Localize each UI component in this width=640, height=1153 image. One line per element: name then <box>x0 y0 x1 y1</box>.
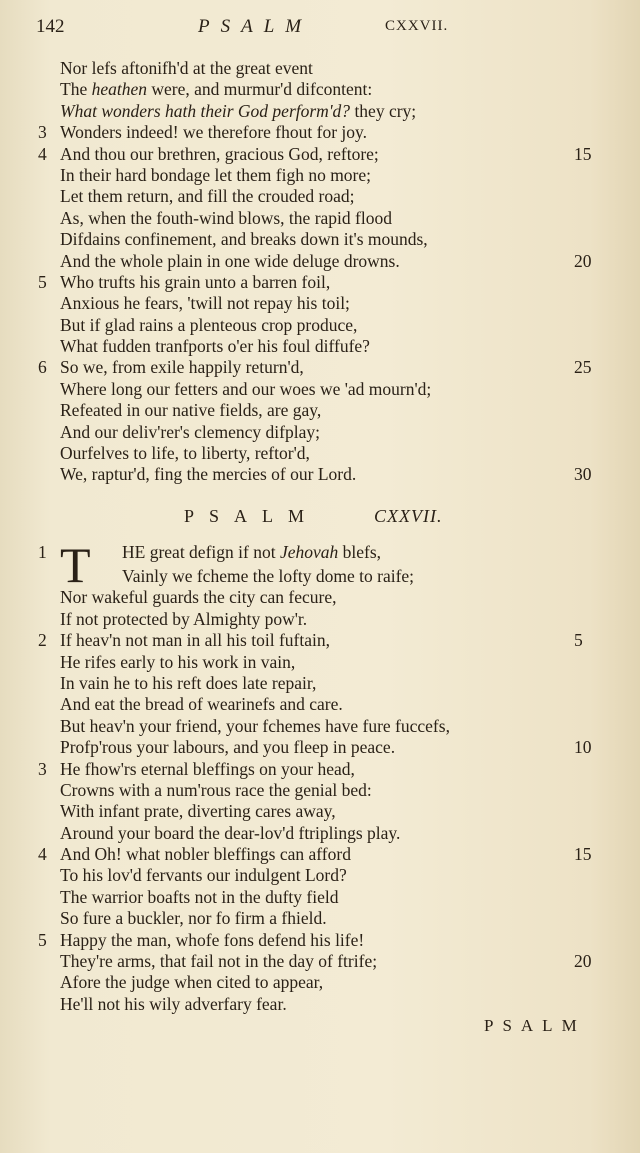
verse-line <box>0 844 640 865</box>
verse-text: Happy the man, whofe fons defend his life! <box>60 929 365 950</box>
verse-text: He fhow'rs eternal bleffings on your head, <box>60 758 355 779</box>
line-number: 30 <box>574 464 592 485</box>
verse-text: We, raptur'd, fing the mercies of our Lord. <box>60 464 357 485</box>
verse-line <box>0 759 640 780</box>
verse-line <box>0 951 640 972</box>
line-number: 20 <box>574 250 592 271</box>
verse-text: Let them return, and fill the crouded road; <box>60 186 355 207</box>
verse-line <box>0 101 640 122</box>
verse-text: The heathen were, and murmur'd difcontent: <box>60 79 373 100</box>
line-number: 10 <box>574 737 592 758</box>
verse-text: If not protected by Almighty pow'r. <box>60 608 308 629</box>
line-number: 15 <box>574 143 592 164</box>
verse-text: As, when the fouth-wind blows, the rapid flood <box>60 207 392 228</box>
verse-line <box>0 930 640 951</box>
verse-text: With infant prate, diverting cares away, <box>60 801 336 822</box>
verse-number: 3 <box>38 122 47 143</box>
verse-line <box>0 972 640 993</box>
verse-text: If heav'n not man in all his toil fuftain, <box>60 630 330 651</box>
section-title-numeral: CXXVII. <box>374 506 443 526</box>
verse-text: And Oh! what nobler bleffings can afford <box>60 844 351 865</box>
verse-text: So fure a buckler, nor fo firm a fhield. <box>60 908 327 929</box>
verse-line <box>0 652 640 673</box>
verse-text: Who trufts his grain unto a barren foil, <box>60 271 331 292</box>
verse-line <box>0 673 640 694</box>
verse-line <box>0 716 640 737</box>
italic-jehovah: Jehovah <box>279 542 339 562</box>
verse-text: Wonders indeed! we therefore fhout for joy. <box>60 122 367 143</box>
verse-text: And eat the bread of wearinefs and care. <box>60 694 343 715</box>
line-number: 15 <box>574 844 592 865</box>
verse-text: He rifes early to his work in vain, <box>60 651 296 672</box>
italic-heathen: heathen <box>91 79 147 100</box>
line-number: 5 <box>574 630 583 651</box>
verse-text: Afore the judge when cited to appear, <box>60 972 324 993</box>
verse-number: 1 <box>38 542 47 562</box>
verse-text: But heav'n your friend, your fchemes have fure fuccefs, <box>60 715 450 736</box>
running-title: PSALM <box>198 16 313 37</box>
verse-line <box>0 379 640 400</box>
verse-line <box>0 357 640 378</box>
drop-cap: T <box>60 537 91 593</box>
verse-text: Crowns with a num'rous race the genial bed: <box>60 779 372 800</box>
verse-line <box>0 887 640 908</box>
verse-line <box>0 315 640 336</box>
verse-line <box>0 58 640 79</box>
verse-line <box>0 229 640 250</box>
section-title <box>0 506 640 530</box>
verse-number: 4 <box>38 143 47 164</box>
verse-line <box>0 587 640 608</box>
verse-line <box>0 630 640 651</box>
verse-line <box>0 780 640 801</box>
verse-text: Refeated in our native fields, are gay, <box>60 400 322 421</box>
verse-text: Where long our fetters and our woes we 'ad mourn'd; <box>60 378 432 399</box>
verse-text: Nor wakeful guards the city can fecure, <box>60 587 337 608</box>
running-title-numeral: CXXVII. <box>385 18 449 34</box>
verse-text: So we, from exile happily return'd, <box>60 357 304 378</box>
verse-line <box>0 79 640 100</box>
verse-text: They're arms, that fail not in the day of ftrife; <box>60 951 378 972</box>
verse-text: Vainly we fcheme the lofty dome to raife; <box>122 566 415 586</box>
page-number: 142 <box>36 16 65 37</box>
verse-line <box>0 186 640 207</box>
section-title-word: PSALM <box>184 506 320 526</box>
verse-line <box>0 865 640 886</box>
verse-number: 2 <box>38 630 47 651</box>
verse-text: Profp'rous your labours, and you fleep in peace. <box>60 737 396 758</box>
verse-line <box>0 165 640 186</box>
italic-quote: What wonders hath their God perform'd? <box>60 100 351 121</box>
line-number: 20 <box>574 951 592 972</box>
verse-text: He'll not his wily adverfary fear. <box>60 993 287 1014</box>
verse-line <box>0 144 640 165</box>
verse-text: Anxious he fears, 'twill not repay his toil; <box>60 293 350 314</box>
verse-line <box>0 336 640 357</box>
verse-line <box>0 422 640 443</box>
line-number: 25 <box>574 357 592 378</box>
verse-text: What fudden tranfports o'er his foul diffufe? <box>60 336 370 357</box>
verse-text: In vain he to his reft does late repair, <box>60 672 317 693</box>
verse-line <box>0 737 640 758</box>
verse-text: And thou our brethren, gracious God, reftore; <box>60 143 379 164</box>
verse-line <box>0 443 640 464</box>
psalm-cxxvi-continuation <box>0 58 640 486</box>
verse-line <box>0 251 640 272</box>
verse-line <box>0 400 640 421</box>
verse-number: 4 <box>38 844 47 865</box>
verse-text: To his lov'd fervants our indulgent Lord? <box>60 865 347 886</box>
catchword: PSALM <box>484 1016 586 1035</box>
verse-line <box>0 293 640 314</box>
verse-text: Difdains confinement, and breaks down it's mounds, <box>60 229 428 250</box>
verse-line <box>0 464 640 485</box>
verse-line <box>0 122 640 143</box>
verse-line <box>0 823 640 844</box>
verse-number: 5 <box>38 929 47 950</box>
page-header <box>0 16 640 42</box>
verse-line <box>0 694 640 715</box>
verse-number: 6 <box>38 357 47 378</box>
verse-text: In their hard bondage let them figh no more; <box>60 164 372 185</box>
verse-line <box>0 994 640 1015</box>
verse-text: What wonders hath their God perform'd? they cry; <box>60 100 417 121</box>
verse-line <box>0 566 640 587</box>
verse-line <box>0 272 640 293</box>
verse-text: Nor lefs aftonifh'd at the great event <box>60 58 313 78</box>
verse-text: Ourfelves to life, to liberty, reftor'd, <box>60 443 310 464</box>
verse-text: HE great defign if not Jehovah blefs, <box>122 542 382 562</box>
verse-line <box>0 609 640 630</box>
psalm-cxxvii-text <box>0 566 640 1015</box>
verse-line <box>0 208 640 229</box>
verse-text: But if glad rains a plenteous crop produce, <box>60 314 358 335</box>
verse-text: Around your board the dear-lov'd ftriplings play. <box>60 822 401 843</box>
verse-text: And the whole plain in one wide deluge drowns. <box>60 250 400 271</box>
verse-text: The warrior boafts not in the dufty field <box>60 886 339 907</box>
verse-line <box>0 801 640 822</box>
verse-line <box>0 908 640 929</box>
verse-text: And our deliv'rer's clemency difplay; <box>60 421 320 442</box>
verse-number: 3 <box>38 758 47 779</box>
verse-number: 5 <box>38 271 47 292</box>
